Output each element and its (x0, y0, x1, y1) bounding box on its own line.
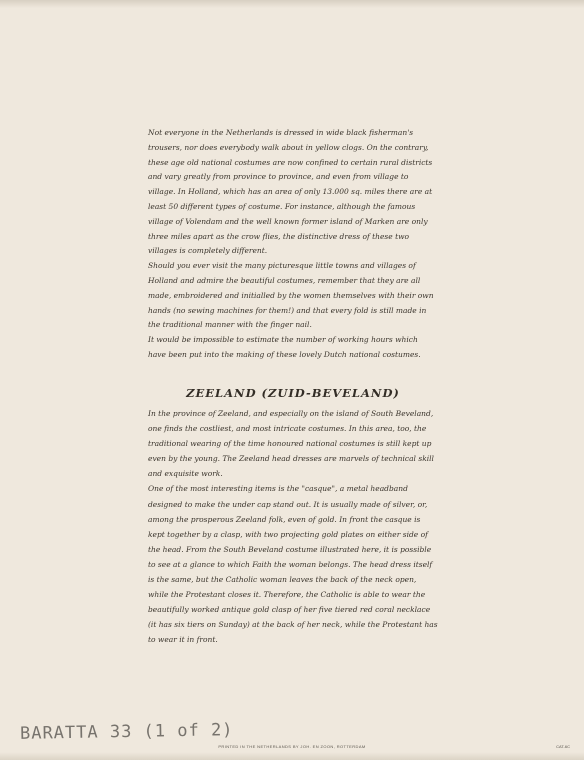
printer-line: PRINTED IN THE NETHERLANDS BY JOH. EN ZOON, ROTTERDAM (218, 744, 366, 749)
section-heading: ZEELAND (ZUID-BEVELAND) (186, 386, 400, 400)
page-top-edge (0, 0, 584, 8)
intro-section (148, 126, 438, 363)
catalog-code: CAT-6C (556, 744, 570, 749)
zeeland-paragraph: One of the most interesting items is the "casque", a metal headband designed to make the under cap stand out. It is usually made of silver, or, among the prosperous Zeeland folk, even of gold. In front the casque is kept together by a clasp, with two projecting gold plates on either side of the head. From the South Beveland costume illustrated here, it is possible to see at a glance to which Faith the woman belongs. The head dress itself is the same, but the Catholic woman leaves the back of the neck open, while the Protestant closes it. Therefore, the Catholic is able to wear the beautifully worked antique gold clasp of her five tiered red coral necklace (it has six tiers on Sunday) at the back of her neck, while the Protestant has to wear it in front. (148, 484, 438, 645)
zeeland-paragraph: In the province of Zeeland, and especially on the island of South Beveland, one finds the costliest, and most intricate costumes. In this area, too, the traditional wearing of the time honoured national costumes is still kept up even by the young. The Zeeland head dresses are marvels of technical skill and exquisite work. (148, 409, 434, 479)
intro-paragraph: Not everyone in the Netherlands is dressed in wide black fisherman's trousers, nor does everybody walk about in yellow clogs. On the contrary, these age old national costumes are now confined to certain rural districts and vary greatly from province to province, and even from village to village. In Holland, which has an area of only 13.000 sq. miles there are at least 50 different types of costume. For instance, although the famous village of Volendam and the well known former island of Marken are only three miles apart as the crow flies, the distinctive dress of these two villages is completely different. (148, 128, 433, 256)
page-bottom-edge (0, 752, 584, 760)
handwritten-note: BARATTA 33 (1 of 2) (19, 720, 234, 744)
intro-paragraph: It would be impossible to estimate the number of working hours which have been put into the making of these lovely Dutch national costumes. (148, 335, 421, 359)
zeeland-section (148, 406, 438, 648)
intro-paragraph: Should you ever visit the many picturesque little towns and villages of Holland and admire the beautiful costumes, remember that they are all made, embroidered and initialled by the women themselves with their own hands (no sewing machines for them!) and that every fold is still made in the traditional manner with the finger nail. (148, 261, 434, 330)
